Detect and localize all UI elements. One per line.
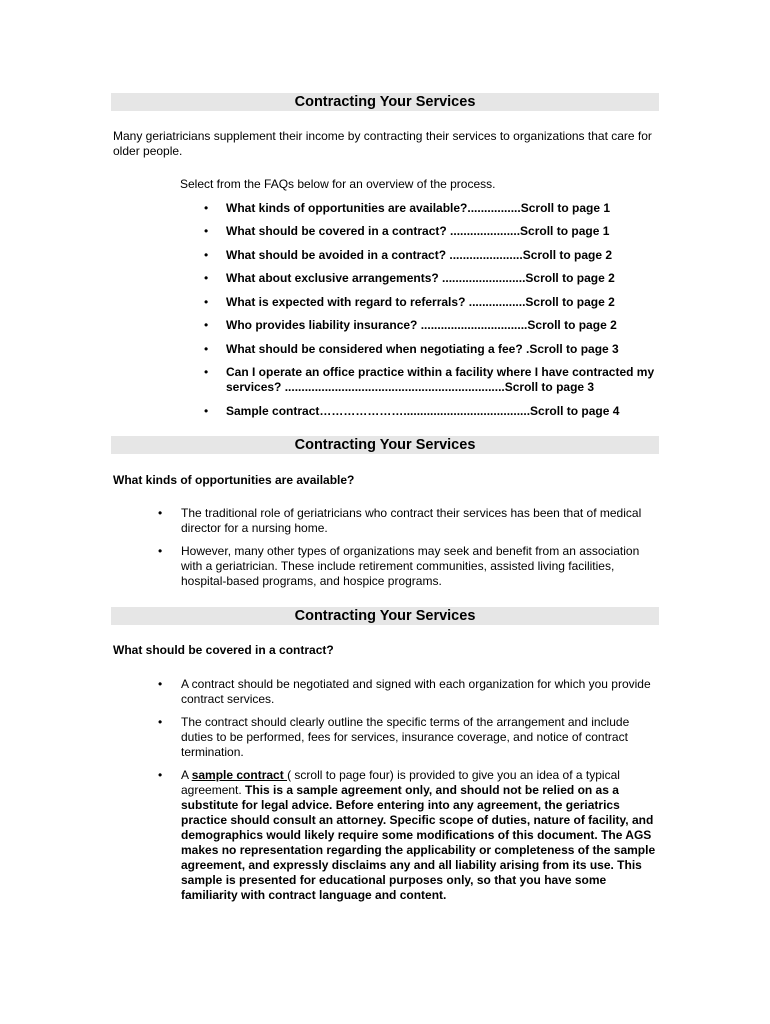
bullet-icon: • — [204, 201, 209, 215]
section-title-bar — [111, 607, 659, 625]
bullet-icon: • — [204, 248, 209, 262]
question-heading: What should be covered in a contract? — [113, 643, 334, 657]
faq-link[interactable]: What about exclusive arrangements? .........................Scroll to page 2 — [226, 271, 615, 285]
text-middle: ( scroll to page four) is provided to give you an idea of a typical agreement. — [181, 768, 620, 797]
faq-link[interactable]: What is expected with regard to referrals? .................Scroll to page 2 — [226, 295, 615, 309]
bullet-icon: • — [204, 342, 209, 356]
section-title: Contracting Your Services — [294, 94, 476, 110]
faq-link[interactable]: Who provides liability insurance? ................................Scroll to page 2 — [226, 318, 617, 332]
bullet-icon: • — [204, 318, 209, 332]
faq-link[interactable]: Sample contract…………………......................................Scroll to page 4 — [226, 404, 620, 418]
list-item-text: A contract should be negotiated and signed with each organization for which you provide contract services. — [181, 677, 651, 706]
bullet-icon: • — [204, 365, 209, 379]
list-item-text — [181, 768, 657, 903]
section-title-bar — [111, 93, 659, 111]
faq-link[interactable]: What should be avoided in a contract? ......................Scroll to page 2 — [226, 248, 613, 262]
intro-paragraph: Many geriatricians supplement their income by contracting their services to organizations that care for older people. — [113, 129, 652, 158]
list-item-text: However, many other types of organizations may seek and benefit from an association with a geriatrician. These include retirement communities, assisted living facilities, hospital-based programs, and hospice programs. — [181, 544, 640, 588]
faq-link[interactable]: What should be considered when negotiating a fee? .Scroll to page 3 — [226, 342, 619, 356]
disclaimer-text: This is a sample agreement only, and should not be relied on as a substitute for legal advice. Before entering into any agreement, the geriatrics practice should consult an attorney. Specific scope of duties, nature of facility, and demographics would likely require some modifications of this document. The AGS makes no representation regarding the applicability or completeness of the sample agreement, and expressly disclaims any and all liability arising from its use. This sample is presented for educational purposes only, so that you have some familiarity with contract language and content. — [181, 783, 656, 902]
bullet-icon: • — [204, 404, 209, 418]
bullet-icon: • — [204, 271, 209, 285]
bullet-icon: • — [158, 677, 163, 691]
faq-link[interactable]: Can I operate an office practice within a facility where I have contracted my services? ..................................................................Scroll to page 3 — [226, 365, 655, 394]
section-title-bar — [111, 436, 659, 454]
faq-link[interactable]: What kinds of opportunities are available?................Scroll to page 1 — [226, 201, 611, 215]
text-prefix: A — [181, 768, 192, 782]
section-title: Contracting Your Services — [294, 437, 476, 453]
list-item-text: The traditional role of geriatricians who contract their services has been that of medical director for a nursing home. — [181, 506, 642, 535]
bullet-icon: • — [158, 506, 163, 520]
list-item-text: The contract should clearly outline the specific terms of the arrangement and include duties to be performed, fees for services, insurance coverage, and notice of contract termination. — [181, 715, 630, 759]
question-heading: What kinds of opportunities are available? — [113, 473, 355, 487]
section-title: Contracting Your Services — [294, 608, 476, 624]
sample-contract-link[interactable]: sample contract — [191, 768, 288, 782]
bullet-icon: • — [204, 224, 209, 238]
bullet-icon: • — [204, 295, 209, 309]
faq-intro: Select from the FAQs below for an overview of the process. — [180, 177, 496, 191]
bullet-icon: • — [158, 768, 163, 782]
bullet-icon: • — [158, 715, 163, 729]
faq-link[interactable]: What should be covered in a contract? .....................Scroll to page 1 — [226, 224, 610, 238]
bullet-icon: • — [158, 544, 163, 558]
